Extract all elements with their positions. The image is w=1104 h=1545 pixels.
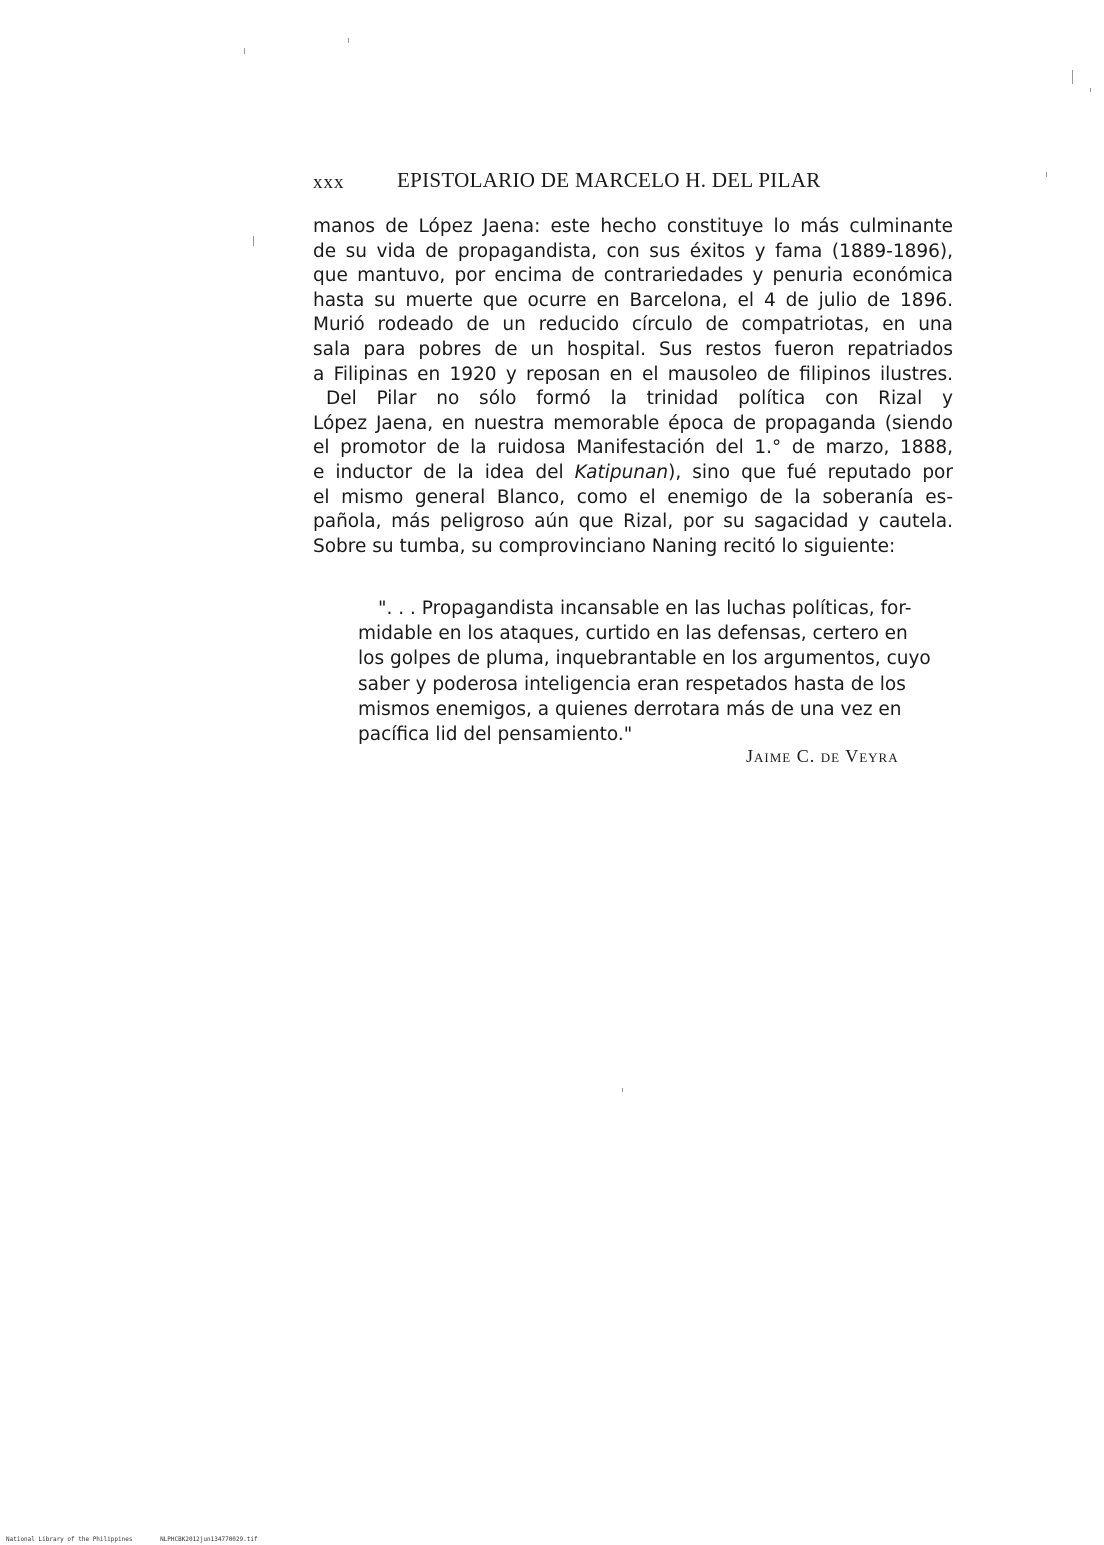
text-line: Murió rodeado de un reducido círculo de compatriotas, en una — [313, 314, 953, 336]
quote-line: pacífica lid del pensamiento." — [358, 724, 633, 746]
paragraph-1 — [313, 215, 953, 387]
block-quote — [358, 596, 951, 747]
quote-attribution: Jaime C. de Veyra — [746, 746, 899, 766]
text-line: de su vida de propagandista, con sus éxitos y fama (1889-1896), — [313, 240, 953, 262]
scan-speck — [348, 38, 349, 43]
katipunan-italic: Katipunan — [574, 461, 669, 483]
text-line: Del Pilar no sólo formó la trinidad política con Rizal y — [326, 388, 953, 410]
text-line: pañola, más peligroso aún que Rizal, por su sagacidad y cautela. — [313, 511, 953, 533]
text-line — [313, 461, 953, 486]
footer-library: National Library of the Philippines — [6, 1536, 133, 1543]
page-header — [313, 168, 953, 194]
text-line: a Filipinas en 1920 y reposan en el mausoleo de filipinos ilustres. — [313, 363, 953, 385]
quote-line: saber y poderosa inteligencia eran respetados hasta de los — [358, 673, 906, 695]
text-line: manos de López Jaena: este hecho constituye lo más culminante — [313, 216, 953, 237]
text-line: que mantuvo, por encima de contrariedades y penuria económica — [313, 265, 953, 287]
text-line: Sobre su tumba, su comprovinciano Naning recitó lo siguiente: — [313, 535, 896, 557]
text-line: sala para pobres de un hospital. Sus restos fueron repatriados — [313, 338, 953, 360]
scan-speck — [1046, 172, 1047, 177]
text-line: hasta su muerte que ocurre en Barcelona, el 4 de julio de 1896. — [313, 289, 953, 311]
quote-line: mismos enemigos, a quienes derrotara más de una vez en — [358, 698, 902, 720]
paragraph-2 — [313, 387, 953, 559]
text-line: el promotor de la ruidosa Manifestación del 1.° de marzo, 1888, — [313, 437, 953, 459]
text-line: el mismo general Blanco, como el enemigo de la soberanía es- — [313, 486, 953, 508]
text-fragment: e inductor de la idea del — [313, 461, 575, 483]
scan-speck — [244, 48, 245, 54]
scan-footer — [6, 1536, 606, 1543]
text-line: López Jaena, en nuestra memorable época de propaganda (siendo — [313, 412, 953, 434]
scan-speck — [1072, 70, 1073, 84]
page-number: xxx — [313, 172, 345, 193]
scan-speck — [622, 1088, 623, 1092]
footer-file-id: NLPHCBK2012jun134770029.tif — [160, 1536, 258, 1543]
running-head: EPISTOLARIO DE MARCELO H. DEL PILAR — [397, 168, 821, 192]
quote-line: ". . . Propagandista incansable en las luchas políticas, for- — [378, 598, 912, 619]
quote-line: midable en los ataques, curtido en las defensas, certero en — [358, 623, 908, 645]
scan-speck — [253, 236, 254, 246]
scan-speck — [1090, 88, 1091, 92]
text-fragment: ), sino que fué reputado por — [668, 461, 953, 483]
body-text — [313, 215, 953, 559]
quote-line: los golpes de pluma, inquebrantable en los argumentos, cuyo — [358, 648, 931, 670]
